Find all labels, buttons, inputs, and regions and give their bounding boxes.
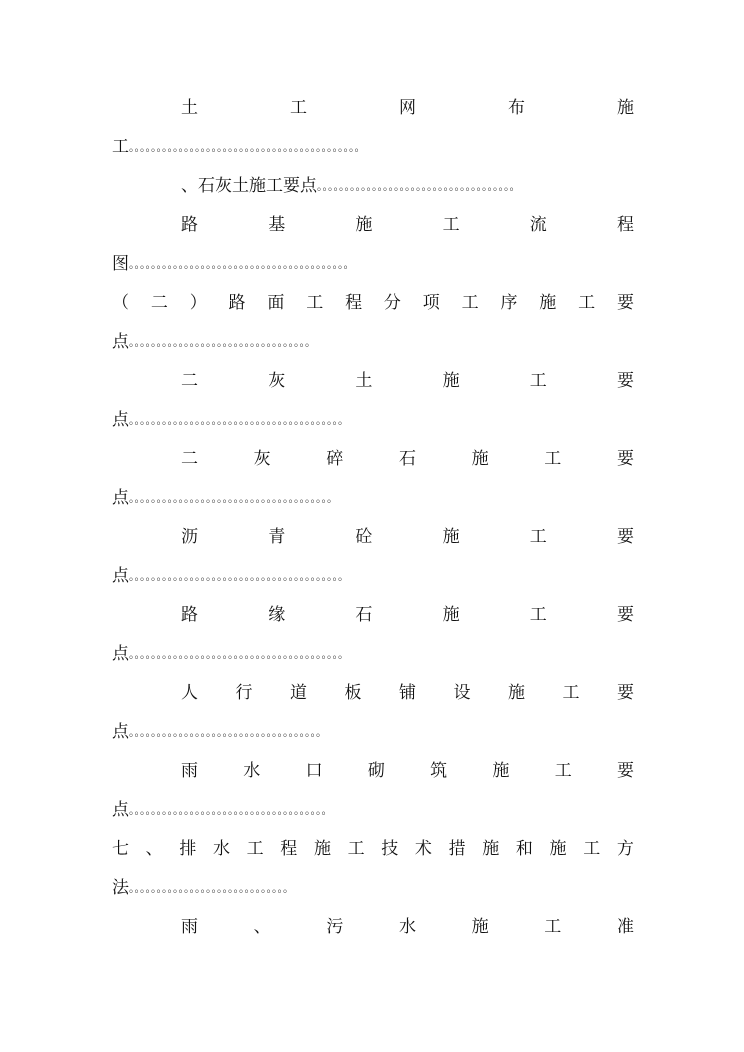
toc-entry-tail-char: 点 xyxy=(112,644,129,664)
toc-title-char: 工 xyxy=(529,371,547,391)
toc-title-char: 铺 xyxy=(399,683,416,703)
toc-entry-tail-char: 工 xyxy=(112,137,129,157)
toc-title-char: 技 xyxy=(381,839,399,859)
toc-title-char: 要 xyxy=(616,293,634,313)
toc-entry-heading xyxy=(181,681,634,705)
toc-entry-tail-char: 点 xyxy=(112,566,129,586)
toc-title-char: 基 xyxy=(268,215,286,235)
toc-title-char: 程 xyxy=(616,215,634,235)
toc-title-char: 要 xyxy=(616,605,634,625)
toc-title-char: 施 xyxy=(471,449,489,469)
toc-title-char: 道 xyxy=(290,683,307,703)
toc-title-char: 路 xyxy=(181,215,198,235)
toc-title-char: 面 xyxy=(267,293,285,313)
toc-title-char: 工 xyxy=(554,761,572,781)
toc-title-char: 要 xyxy=(616,761,634,781)
toc-title-char: 土 xyxy=(181,98,198,118)
toc-title-char: 、 xyxy=(253,917,271,937)
toc-title-char: 砼 xyxy=(355,527,373,547)
toc-leader-dots: 。。。。。。。。。。。。。。。。。。。。。。。。。。。。。 xyxy=(129,881,294,895)
toc-title-char: 术 xyxy=(414,839,432,859)
toc-entry-tail xyxy=(112,798,634,822)
toc-title-char: 人 xyxy=(181,683,198,703)
toc-title-char: 要 xyxy=(617,683,634,703)
toc-title-char: 碎 xyxy=(326,449,344,469)
toc-title-char: 石 xyxy=(355,605,373,625)
toc-entry-tail-char: 点 xyxy=(112,332,129,352)
toc-entry-tail xyxy=(112,642,634,666)
toc-title-char: 工 xyxy=(562,683,580,703)
toc-title-char: 序 xyxy=(500,293,518,313)
toc-title-char: 程 xyxy=(280,839,298,859)
toc-entry-tail xyxy=(112,564,634,588)
toc-title-char: 施 xyxy=(355,215,373,235)
toc-title-char: 施 xyxy=(508,683,525,703)
toc-leader-dots: 。。。。。。。。。。。。。。。。。。。。。。。。。。。。。。。。。。。。。。。。 xyxy=(129,257,355,271)
toc-title-char: 要 xyxy=(616,527,634,547)
toc-title-char: ） xyxy=(189,293,207,313)
toc-entry-heading xyxy=(181,213,634,237)
toc-title-char: 工 xyxy=(578,293,596,313)
toc-title-char: 工 xyxy=(290,98,307,118)
toc-entry-heading xyxy=(181,759,634,783)
toc-title-char: 沥 xyxy=(181,527,198,547)
toc-title-char: 施 xyxy=(617,98,634,118)
toc-title-char: 路 xyxy=(181,605,198,625)
toc-title-char: 砌 xyxy=(367,761,385,781)
toc-title-char: 行 xyxy=(235,683,253,703)
toc-title-char: 施 xyxy=(442,527,460,547)
toc-title-char: 程 xyxy=(345,293,363,313)
toc-entry-heading xyxy=(181,369,634,393)
toc-title-char: 筑 xyxy=(430,761,448,781)
toc-title-char: 路 xyxy=(228,293,246,313)
toc-title-char: 工 xyxy=(544,449,562,469)
toc-entry-heading xyxy=(112,837,634,861)
toc-title-char: 排 xyxy=(179,839,197,859)
toc-title-char: 施 xyxy=(442,605,460,625)
toc-title-char: 工 xyxy=(347,839,365,859)
toc-title-char: 布 xyxy=(508,98,525,118)
toc-title-char: 污 xyxy=(326,917,344,937)
toc-title-char: 和 xyxy=(515,839,533,859)
toc-leader-dots: 。。。。。。。。。。。。。。。。。。。。。。。。。。。。。。。。。。。。 xyxy=(317,179,521,193)
toc-title-char: 雨 xyxy=(181,761,198,781)
toc-entry-tail xyxy=(112,408,634,432)
toc-leader-dots: 。。。。。。。。。。。。。。。。。。。。。。。。。。。。。。。。。。。。。。。 xyxy=(129,413,349,427)
toc-title-char: 分 xyxy=(383,293,401,313)
toc-entry-tail-char: 点 xyxy=(112,410,129,430)
toc-title-char: 施 xyxy=(471,917,489,937)
toc-entry-tail xyxy=(112,135,634,159)
toc-title-char: 工 xyxy=(246,839,264,859)
toc-leader-dots: 。。。。。。。。。。。。。。。。。。。。。。。。。。。。。。。。。。。。。。。。。。 xyxy=(129,140,366,154)
toc-title-char: 二 xyxy=(150,293,168,313)
toc-title-char: 工 xyxy=(306,293,324,313)
toc-entry-tail xyxy=(112,330,634,354)
toc-entry-tail-char: 法 xyxy=(112,878,129,898)
toc-entry-heading xyxy=(181,96,634,120)
toc-title-char: 七 xyxy=(112,839,129,859)
toc-title-char: 土 xyxy=(355,371,373,391)
toc-entry-heading xyxy=(181,447,634,471)
toc-title-char: 设 xyxy=(453,683,471,703)
toc-entry-heading xyxy=(181,174,634,198)
toc-leader-dots: 。。。。。。。。。。。。。。。。。。。。。。。。。。。。。。。。。。。。。。。 xyxy=(129,647,349,661)
toc-title-char: 施 xyxy=(549,839,567,859)
toc-title-char: 石 xyxy=(398,449,416,469)
toc-title-char: 水 xyxy=(212,839,230,859)
toc-title-char: 工 xyxy=(583,839,601,859)
toc-entry-tail-char: 图 xyxy=(112,254,129,274)
toc-title-char: 水 xyxy=(243,761,261,781)
toc-title-char: 二 xyxy=(181,371,198,391)
toc-entry-tail xyxy=(112,720,634,744)
toc-title-char: 灰 xyxy=(253,449,271,469)
toc-title-char: 工 xyxy=(529,605,547,625)
toc-title-char: 工 xyxy=(442,215,460,235)
toc-entry-heading xyxy=(112,291,634,315)
toc-title-char: 缘 xyxy=(268,605,286,625)
toc-title-char: 工 xyxy=(544,917,562,937)
toc-entry-tail-char: 点 xyxy=(112,800,129,820)
toc-title-char: 灰 xyxy=(268,371,286,391)
toc-title-char: 雨 xyxy=(181,917,198,937)
toc-entry-heading xyxy=(181,525,634,549)
toc-title-char: 水 xyxy=(398,917,416,937)
toc-title-char: 项 xyxy=(422,293,440,313)
toc-entry-title: 、石灰土施工要点 xyxy=(181,176,317,196)
toc-title-char: 要 xyxy=(616,371,634,391)
toc-entry-tail xyxy=(112,486,634,510)
toc-title-char: 施 xyxy=(539,293,557,313)
toc-title-char: 施 xyxy=(492,761,510,781)
toc-title-char: 二 xyxy=(181,449,198,469)
toc-entry-heading xyxy=(181,915,634,939)
toc-entry-tail xyxy=(112,876,634,900)
toc-leader-dots: 。。。。。。。。。。。。。。。。。。。。。。。。。。。。。。。。。。。。。。。 xyxy=(129,569,349,583)
toc-entry-tail-char: 点 xyxy=(112,488,129,508)
toc-title-char: 施 xyxy=(442,371,460,391)
toc-entry-tail xyxy=(112,252,634,276)
toc-leader-dots: 。。。。。。。。。。。。。。。。。。。。。。。。。。。。。。。。。。。 xyxy=(129,725,327,739)
toc-leader-dots: 。。。。。。。。。。。。。。。。。。。。。。。。。。。。。。。。。。。。 xyxy=(129,803,333,817)
toc-title-char: 准 xyxy=(616,917,634,937)
toc-title-char: （ xyxy=(112,293,129,313)
toc-title-char: 网 xyxy=(399,98,416,118)
toc-title-char: 、 xyxy=(145,839,163,859)
toc-title-char: 青 xyxy=(268,527,286,547)
toc-entry-tail-char: 点 xyxy=(112,722,129,742)
toc-title-char: 流 xyxy=(529,215,547,235)
toc-leader-dots: 。。。。。。。。。。。。。。。。。。。。。。。。。。。。。。。。。。。。。 xyxy=(129,491,338,505)
toc-title-char: 口 xyxy=(305,761,323,781)
toc-title-char: 工 xyxy=(529,527,547,547)
toc-title-char: 方 xyxy=(616,839,634,859)
toc-title-char: 工 xyxy=(461,293,479,313)
toc-title-char: 板 xyxy=(344,683,362,703)
toc-title-char: 施 xyxy=(313,839,331,859)
toc-leader-dots: 。。。。。。。。。。。。。。。。。。。。。。。。。。。。。。。。。 xyxy=(129,335,316,349)
toc-title-char: 要 xyxy=(616,449,634,469)
toc-entry-heading xyxy=(181,603,634,627)
toc-title-char: 施 xyxy=(482,839,500,859)
toc-title-char: 措 xyxy=(448,839,466,859)
